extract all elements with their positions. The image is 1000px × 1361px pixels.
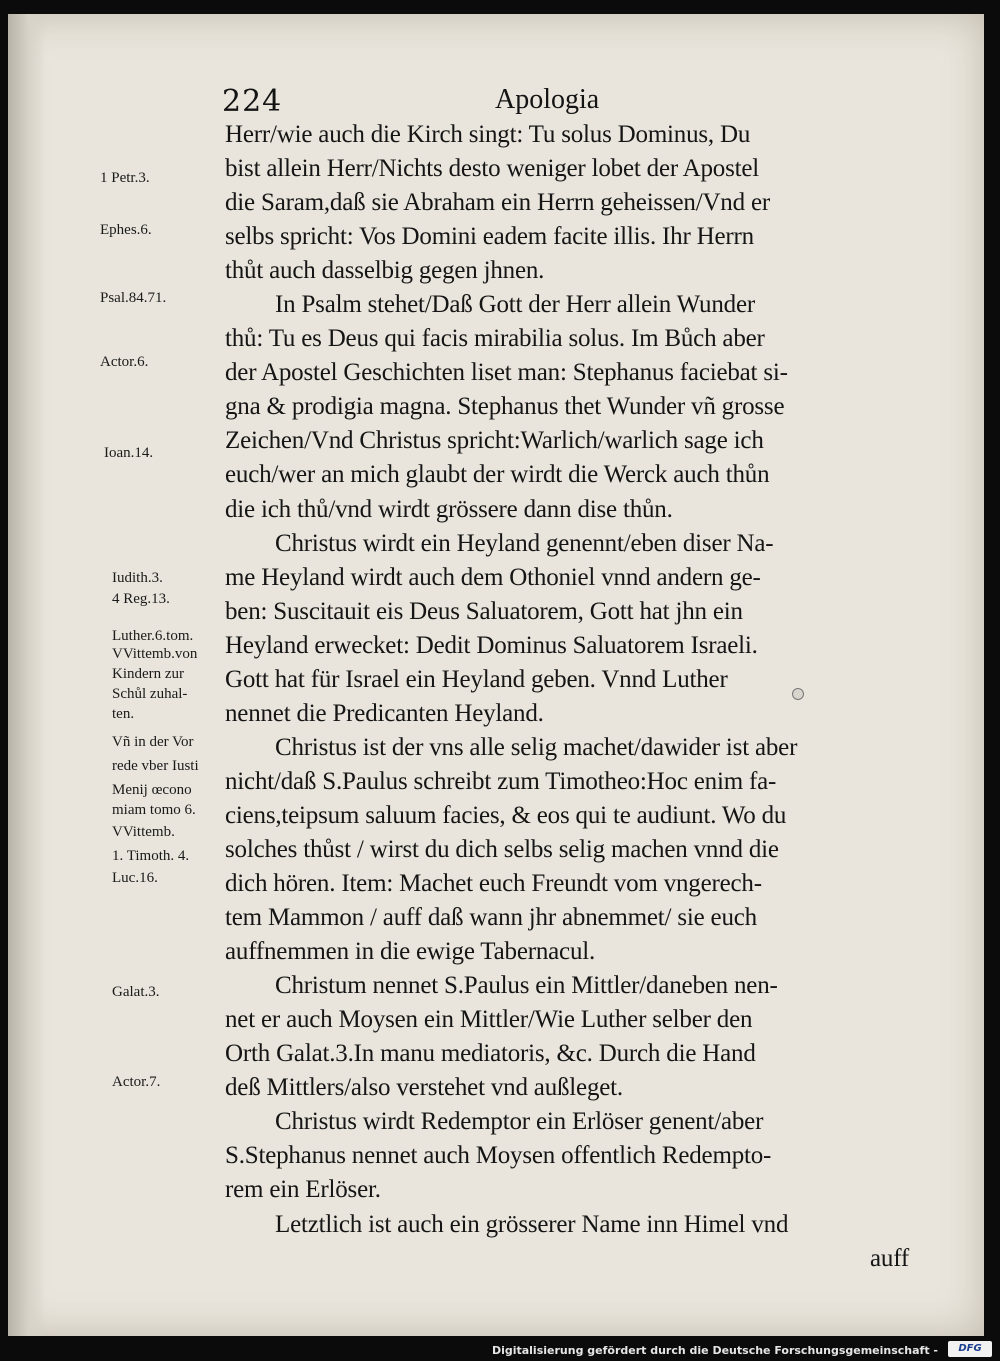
text-line: ben: Suscitauit eis Deus Saluatorem, Gott hat jhn ein [225,597,743,625]
margin-note: Actor.7. [112,1074,161,1090]
text-line: der Apostel Geschichten liset man: Stephanus faciebat si- [225,359,788,387]
margin-note: 1. Timoth. 4. [112,848,190,864]
text-line: dich hören. Item: Machet euch Freundt vom vngerech- [225,870,762,898]
text-line: net er auch Moysen ein Mittler/Wie Luther selber den [225,1006,753,1034]
text-line: gna & prodigia magna. Stephanus thet Wunder vñ grosse [225,393,785,421]
margin-note: ten. [112,706,135,722]
text-line: nicht/daß S.Paulus schreibt zum Timotheo:Hoc enim fa- [225,767,777,795]
margin-note: VVittemb. [112,824,175,840]
text-line: ciens,teipsum saluum facies, & eos qui te audiunt. Wo du [225,801,787,829]
text-line: die ich thů/vnd wirdt grössere dann dise thůn. [225,495,673,523]
margin-note: rede vber Iusti [112,758,199,774]
text-line: In Psalm stehet/Daß Gott der Herr allein Wunder [275,291,755,319]
running-title: Apologia [495,84,600,115]
text-line: selbs spricht: Vos Domini eadem facite illis. Ihr Herrn [225,223,754,251]
text-line: rem ein Erlöser. [225,1176,381,1204]
text-line: nennet die Predicanten Heyland. [225,699,544,727]
text-line: auffnemmen in die ewige Tabernacul. [225,938,596,966]
margin-note: 1 Petr.3. [100,170,150,186]
body-text [225,118,915,1276]
margin-note: Luc.16. [112,870,158,886]
digitization-credit: Digitalisierung gefördert durch die Deutsche Forschungsgemeinschaft - [491,1344,938,1357]
margin-note: miam tomo 6. [112,802,196,818]
margin-note: Menij œcono [112,782,192,798]
text-line: deß Mittlers/also verstehet vnd außleget. [225,1074,623,1102]
margin-note: Psal.84.71. [100,290,167,306]
text-line: tem Mammon / auff daß wann jhr abnemmet/ sie euch [225,904,757,932]
margin-note: Ioan.14. [104,445,154,461]
catchword: auff [870,1244,909,1272]
text-line: S.Stephanus nennet auch Moysen offentlich Redempto- [225,1142,772,1170]
margin-note: Luther.6.tom. [112,628,194,644]
margin-note: Actor.6. [100,354,149,370]
text-line: Christus ist der vns alle selig machet/dawider ist aber [275,733,798,761]
text-line: me Heyland wirdt auch dem Othoniel vnnd andern ge- [225,563,761,591]
text-line: Heyland erwecket: Dedit Dominus Saluatorem Israeli. [225,631,758,659]
text-line: Gott hat für Israel ein Heyland geben. Vnnd Luther [225,665,728,693]
margin-note: Schůl zuhal- [112,686,188,702]
margin-note: VVittemb.von [112,646,198,662]
margin-note: 4 Reg.13. [112,591,170,607]
text-line: thů: Tu es Deus qui facis mirabilia solus. Im Bůch aber [225,325,765,353]
margin-notes [0,0,240,1300]
text-line: bist allein Herr/Nichts desto weniger lobet der Apostel [225,155,760,183]
text-line: Christum nennet S.Paulus ein Mittler/daneben nen- [275,972,778,1000]
text-line: euch/wer an mich glaubt der wirdt die Werck auch thůn [225,461,770,489]
margin-note: Galat.3. [112,984,160,1000]
text-line: die Saram,daß sie Abraham ein Herrn geheissen/Vnd er [225,189,770,217]
text-line: Zeichen/Vnd Christus spricht:Warlich/warlich sage ich [225,427,764,455]
margin-note: Ephes.6. [100,222,152,238]
margin-note: Iudith.3. [112,570,163,586]
page-number: 224 [222,84,283,119]
margin-note: Vñ in der Vor [112,734,194,750]
text-line: solches thůst / wirst du dich selbs selig machen vnnd die [225,835,779,863]
text-line: Orth Galat.3.In manu mediatoris, &c. Durch die Hand [225,1040,756,1068]
text-line: Christus wirdt Redemptor ein Erlöser genent/aber [275,1108,764,1136]
margin-note: Kindern zur [112,666,185,682]
text-line: Christus wirdt ein Heyland genennt/eben diser Na- [275,529,774,557]
text-line: thůt auch dasselbig gegen jhnen. [225,257,545,285]
text-line: Herr/wie auch die Kirch singt: Tu solus Dominus, Du [225,121,751,148]
text-line: Letztlich ist auch ein grösserer Name inn Himel vnd [275,1210,789,1238]
dfg-logo: DFG [948,1341,992,1357]
